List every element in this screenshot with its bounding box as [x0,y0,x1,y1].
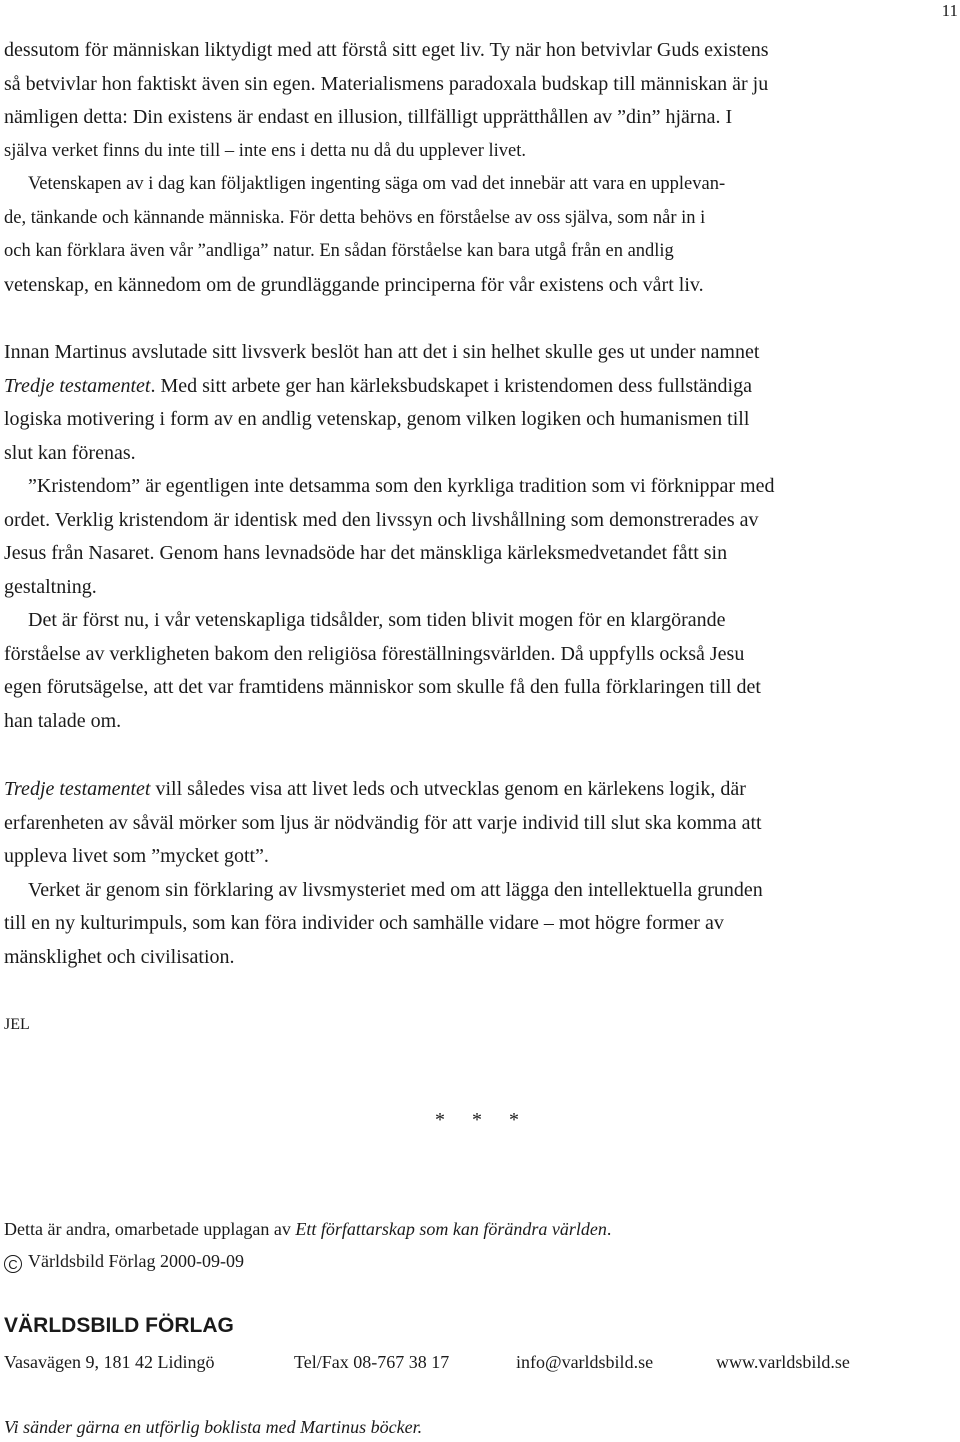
text-line: själva verket finns du inte till – inte ens i detta nu då du upplever livet. [4,140,526,161]
paragraph-intro [4,34,950,302]
copyright-text: Världsbild Förlag 2000-09-09 [28,1251,244,1271]
text-line: uppleva livet som ”mycket gott”. [4,845,269,867]
text-segment: . Med sitt arbete ger han kärleksbudskapet i kristendomen dess fullständiga [150,374,752,397]
text-line: Jesus från Nasaret. Genom hans levnadsöde har det mänskliga kärleksmedvetandet fått sin [4,542,728,564]
text-line: egen förutsägelse, att det var framtidens människor som skulle få den fulla förklaringen till det [4,676,761,698]
text-line: gestaltning. [4,575,97,598]
text-line: så betvivlar hon faktiskt även sin egen. Materialismens paradoxala budskap till människan är ju [4,72,769,95]
contact-row [4,1349,850,1375]
text-line: erfarenheten av såväl mörker som ljus är nödvändig för att varje individ till slut ska komma att [4,811,762,834]
text-line: Verket är genom sin förklaring av livsmysteriet med om att lägga den intellektuella grunden [28,878,763,901]
section-divider: * * * [435,1109,525,1131]
book-title: Tredje testamentet [4,778,151,800]
website-link[interactable]: www.varldsbild.se [716,1352,850,1372]
author-initials: JEL [4,1016,30,1033]
edition-note-end: . [606,1219,612,1239]
text-line [4,773,950,807]
page-number: 11 [941,1,958,20]
book-title: Tredje testamentet [4,374,151,397]
text-line: till en ny kulturimpuls, som kan föra individer och samhälle vidare – mot högre former av [4,912,724,934]
text-line: slut kan förenas. [4,441,136,464]
text-line: Det är först nu, i vår vetenskapliga tidsålder, som tiden blivit mogen för en klargörande [28,609,726,631]
email-link[interactable]: info@varldsbild.se [516,1352,654,1372]
text-line [4,370,950,404]
text-segment: vill således visa att livet leds och utvecklas genom en kärlekens logik, där [150,778,746,800]
text-line: logiska motivering i form av en andlig vetenskap, genom vilken logiken och humanismen till [4,408,750,430]
text-line: mänsklighet och civilisation. [4,945,235,968]
postal-address: Vasavägen 9, 181 42 Lidingö [4,1352,215,1372]
edition-note-text: Detta är andra, omarbetade upplagan av [4,1219,296,1239]
edition-note [4,1216,611,1242]
text-line: förståelse av verkligheten bakom den religiösa föreställningsvärlden. Då uppfylls också Jesu [4,642,745,665]
text-line: ordet. Verklig kristendom är identisk med den livssyn och livshållning som demonstrerades av [4,508,759,531]
paragraph-testament [4,336,950,738]
copyright-line [4,1248,244,1274]
text-line: vetenskap, en kännedom om de grundläggande principerna för vår existens och vårt liv. [4,273,704,296]
text-line: ”Kristendom” är egentligen inte detsamma som den kyrkliga tradition som vi förknippar med [28,475,775,497]
copyright-icon: C [4,1255,22,1273]
text-line: nämligen detta: Din existens är endast en illusion, tillfälligt upprätthållen av ”din” hjärna. I [4,106,733,128]
text-line: och kan förklara även vår ”andliga” natur. En sådan förståelse kan bara utgå från en andlig [4,241,674,261]
text-line: han talade om. [4,709,122,732]
text-line: Innan Martinus avslutade sitt livsverk beslöt han att det i sin helhet skulle ges ut under namnet [4,341,760,363]
edition-book-title: Ett författarskap som kan förändra världen [295,1219,607,1239]
text-line: Vetenskapen av i dag kan följaktligen ingenting säga om vad det innebär att vara en upplevan- [28,174,726,194]
closing-note: Vi sänder gärna en utförlig boklista med Martinus böcker. [4,1417,423,1437]
telfax: Tel/Fax 08-767 38 17 [294,1352,450,1372]
publisher-name: VÄRLDSBILD FÖRLAG [4,1314,234,1337]
text-line: dessutom för människan liktydigt med att förstå sitt eget liv. Ty när hon betvivlar Guds existens [4,39,769,61]
text-line: de, tänkande och kännande människa. För detta behövs en förståelse av oss själva, som når in i [4,207,706,228]
paragraph-conclusion [4,773,950,974]
